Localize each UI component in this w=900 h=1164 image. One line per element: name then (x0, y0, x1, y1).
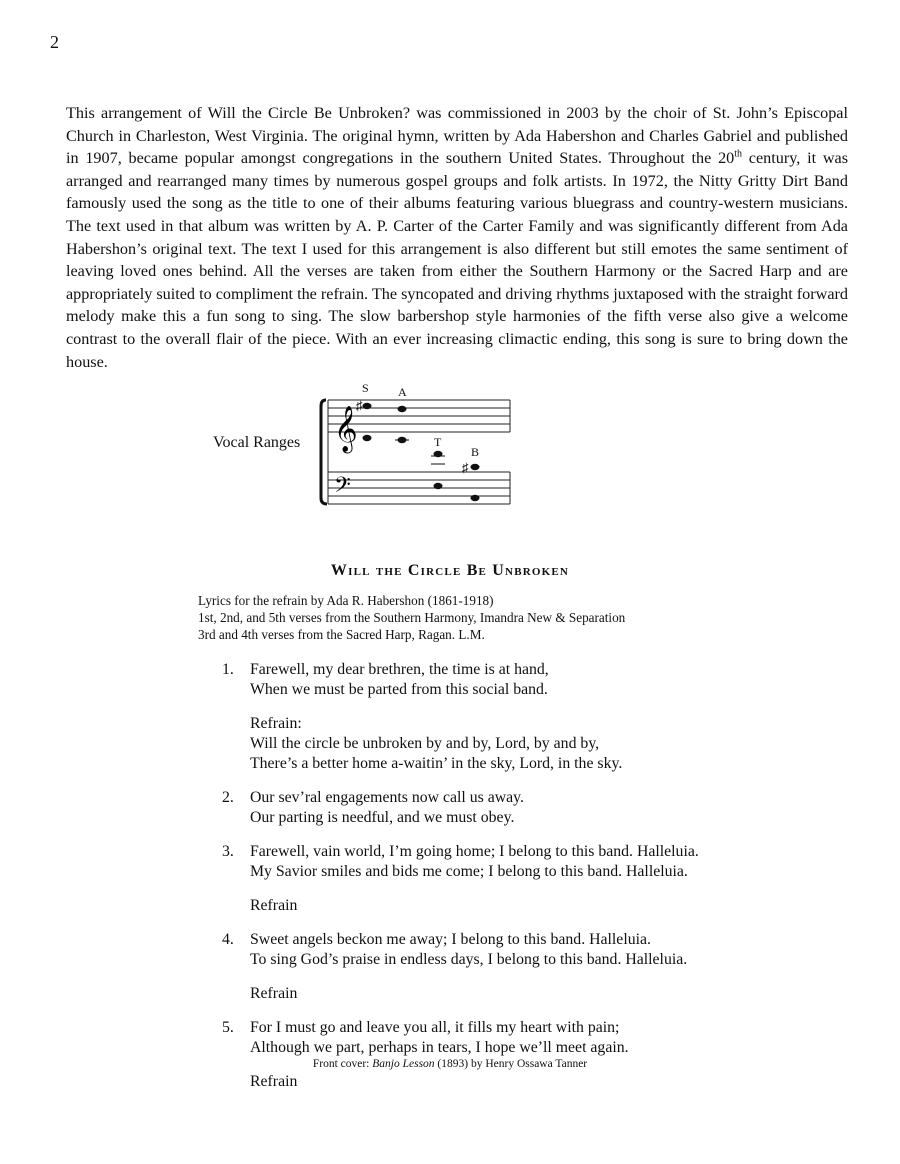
song-credits (198, 592, 625, 643)
verse-line: Our sev’ral engagements now call us away. (250, 789, 525, 806)
refrain-line: There’s a better home a-waitin’ in the sky, Lord, in the sky. (250, 755, 623, 772)
verses-list (222, 660, 699, 1106)
intro-paragraph (66, 102, 848, 373)
tenor-low-note (434, 483, 443, 489)
verse-line: For I must go and leave you all, it fills my heart with pain; (250, 1019, 620, 1036)
verse-line: Our parting is needful, and we must obey. (250, 809, 515, 826)
credit-line-verses-3-4: 3rd and 4th verses from the Sacred Harp, Ragan. L.M. (198, 627, 485, 642)
verse-number: 2. (222, 789, 234, 806)
alto-high-note (398, 406, 407, 412)
verse-line: My Savior smiles and bids me come; I belong to this band. Halleluia. (250, 863, 688, 880)
verse-line: Farewell, my dear brethren, the time is at hand, (250, 661, 549, 678)
soprano-high-note (363, 403, 372, 409)
verse-number: 4. (222, 931, 234, 948)
soprano-low-note (363, 435, 372, 441)
bass-high-note (471, 464, 480, 470)
refrain-heading: Refrain: (250, 715, 302, 732)
refrain-marker: Refrain (250, 897, 298, 914)
verse-line: When we must be parted from this social band. (250, 681, 548, 698)
system-brace-icon (321, 400, 327, 504)
voice-label-tenor: T (434, 435, 442, 449)
bass-clef-icon: 𝄢 (334, 473, 351, 503)
cover-credit-prefix: Front cover: (312, 1058, 373, 1070)
verse-line: Although we part, perhaps in tears, I hope we’ll meet again. (250, 1039, 629, 1056)
treble-clef-icon: 𝄞 (334, 406, 358, 452)
refrain-marker: Refrain (250, 985, 298, 1002)
intro-text-part-1: This arrangement of Will the Circle Be Unbroken? was commissioned in 2003 by the choir of St. John’s Episcopal Church in Charleston, West Virginia. The original hymn, written by Ada Habershon and Charles Gabriel and published in 1907, became popular amongst congregations in the southern United States. Throughout the 20 (66, 104, 848, 168)
cover-credit (0, 1058, 900, 1070)
credit-line-verses-1-2-5: 1st, 2nd, and 5th verses from the Southern Harmony, Imandra New & Separation (198, 610, 626, 625)
ordinal-superscript: th (734, 148, 743, 160)
voice-label-bass: B (471, 445, 480, 459)
vocal-ranges-label: Vocal Ranges (213, 434, 301, 451)
intro-text-part-2: century, it was arranged and rearranged many times by numerous gospel groups and folk artists. In 1972, the Nitty Gritty Dirt Band famously used the song as the title to one of their albums featuring various bluegrass and country-western musicians. The text used in that album was written by A. P. Carter of the Carter Family and was significantly different from Ada Habershon’s original text. The text I used for this arrangement is also different but still emotes the same sentiment of leaving loved ones behind. All the verses are taken from either the Southern Harmony or the Sacred Harp and are appropriately suited to compliment the refrain. The syncopated and driving rhythms juxtaposed with the straight forward melody make this a fun song to sing. The slow barbershop style harmonies of the fifth verse also give a welcome contrast to the overall flair of the piece. With an ever increasing climactic ending, this song is sure to bring down the house. (66, 149, 849, 371)
refrain-block (250, 714, 699, 774)
soprano-sharp-icon: ♯ (356, 398, 363, 413)
vocal-ranges-staff (318, 378, 518, 508)
bass-low-note (471, 495, 480, 501)
refrain-line: Will the circle be unbroken by and by, Lord, by and by, (250, 735, 600, 752)
song-title: Will the Circle Be Unbroken (330, 562, 570, 579)
verse-line: Farewell, vain world, I’m going home; I belong to this band. Halleluia. (250, 843, 699, 860)
verse-4 (222, 930, 699, 970)
verse-line: Sweet angels beckon me away; I belong to this band. Halleluia. (250, 931, 651, 948)
verse-5 (222, 1018, 699, 1058)
verse-line: To sing God’s praise in endless days, I belong to this band. Halleluia. (250, 951, 688, 968)
verse-number: 1. (222, 661, 234, 678)
verse-3 (222, 842, 699, 882)
cover-artwork-title: Banjo Lesson (372, 1058, 435, 1070)
page-number: 2 (50, 32, 59, 52)
cover-credit-suffix: (1893) by Henry Ossawa Tanner (434, 1058, 588, 1070)
voice-label-soprano: S (362, 381, 369, 395)
verse-1 (222, 660, 699, 700)
credit-line-refrain: Lyrics for the refrain by Ada R. Habershon (1861-1918) (198, 593, 494, 608)
verse-number: 5. (222, 1019, 234, 1036)
bass-sharp-icon: ♯ (462, 460, 469, 475)
verse-number: 3. (222, 843, 234, 860)
verse-2 (222, 788, 699, 828)
refrain-marker: Refrain (250, 1073, 298, 1090)
voice-label-alto: A (398, 385, 407, 399)
